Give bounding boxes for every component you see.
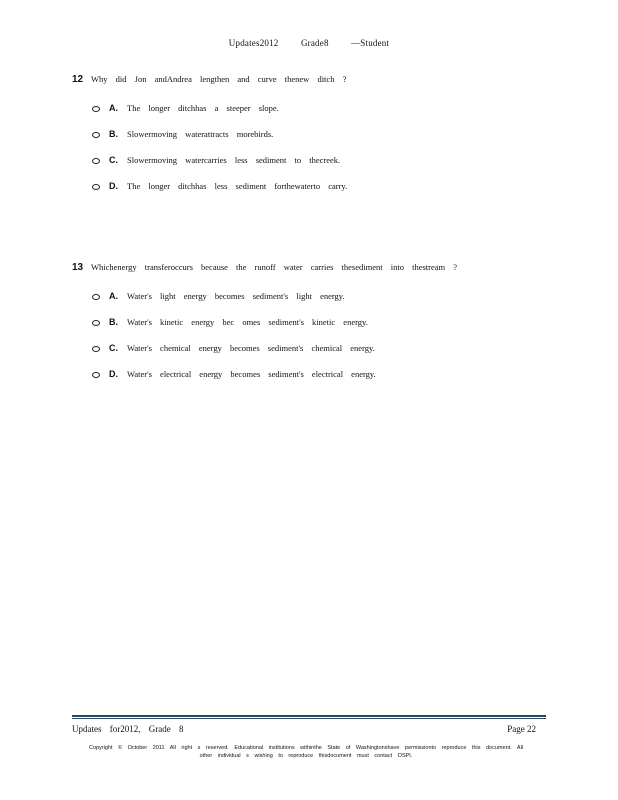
answer-options	[72, 291, 532, 395]
option-text: Slowermoving watercarries less sediment to thecreek.	[127, 155, 341, 165]
question-12	[72, 74, 532, 207]
header-title: Updates2012	[228, 38, 279, 48]
option-letter: D.	[109, 181, 118, 191]
option-a[interactable]	[92, 103, 532, 129]
page-header	[0, 38, 618, 48]
answer-bubble-icon[interactable]	[92, 106, 100, 112]
option-text: Slowermoving waterattracts morebirds.	[127, 129, 274, 139]
answer-bubble-icon[interactable]	[92, 132, 100, 138]
question-text: Why did Jon andAndrea lengthen and curve thenew ditch ?	[91, 74, 347, 84]
header-grade: Grade8	[300, 38, 329, 48]
option-text: Water's light energy becomes sediment's light energy.	[127, 291, 345, 301]
option-letter: A.	[109, 103, 118, 113]
page-number: Page 22	[507, 724, 536, 734]
answer-bubble-icon[interactable]	[92, 320, 100, 326]
answer-bubble-icon[interactable]	[92, 158, 100, 164]
answer-options	[72, 103, 532, 207]
footer-title: Updates for2012, Grade 8	[72, 724, 184, 734]
option-d[interactable]	[92, 369, 532, 395]
option-a[interactable]	[92, 291, 532, 317]
option-text: Water's kinetic energy bec omes sediment's kinetic energy.	[127, 317, 368, 327]
option-letter: C.	[109, 155, 118, 165]
option-letter: D.	[109, 369, 118, 379]
question-number: 13	[72, 262, 84, 273]
option-c[interactable]	[92, 343, 532, 369]
question-13	[72, 262, 532, 395]
option-text: The longer ditchhas a steeper slope.	[127, 103, 279, 113]
question-text: Whichenergy transferoccurs because the runoff water carries thesediment into thestream ?	[91, 262, 458, 272]
option-text: Water's chemical energy becomes sediment's chemical energy.	[127, 343, 375, 353]
option-b[interactable]	[92, 129, 532, 155]
option-text: The longer ditchhas less sediment forthewaterto carry.	[127, 181, 348, 191]
header-role: —Student	[351, 38, 390, 48]
answer-bubble-icon[interactable]	[92, 346, 100, 352]
answer-bubble-icon[interactable]	[92, 294, 100, 300]
option-text: Water's electrical energy becomes sediment's electrical energy.	[127, 369, 376, 379]
option-letter: C.	[109, 343, 118, 353]
option-c[interactable]	[92, 155, 532, 181]
answer-bubble-icon[interactable]	[92, 184, 100, 190]
answer-bubble-icon[interactable]	[92, 372, 100, 378]
option-d[interactable]	[92, 181, 532, 207]
question-number: 12	[72, 74, 84, 85]
option-letter: A.	[109, 291, 118, 301]
footer-divider	[72, 715, 546, 717]
option-letter: B.	[109, 129, 118, 139]
footer-divider-thin	[72, 718, 546, 719]
option-letter: B.	[109, 317, 118, 327]
copyright-notice: Copyright © October 2011 All right s reserved. Educational institutions withinthe State of Washingtonshave permissionto reproduce this document. All other individual s wishing to reproduce thisdocument must contact OSPI.	[88, 745, 524, 759]
option-b[interactable]	[92, 317, 532, 343]
